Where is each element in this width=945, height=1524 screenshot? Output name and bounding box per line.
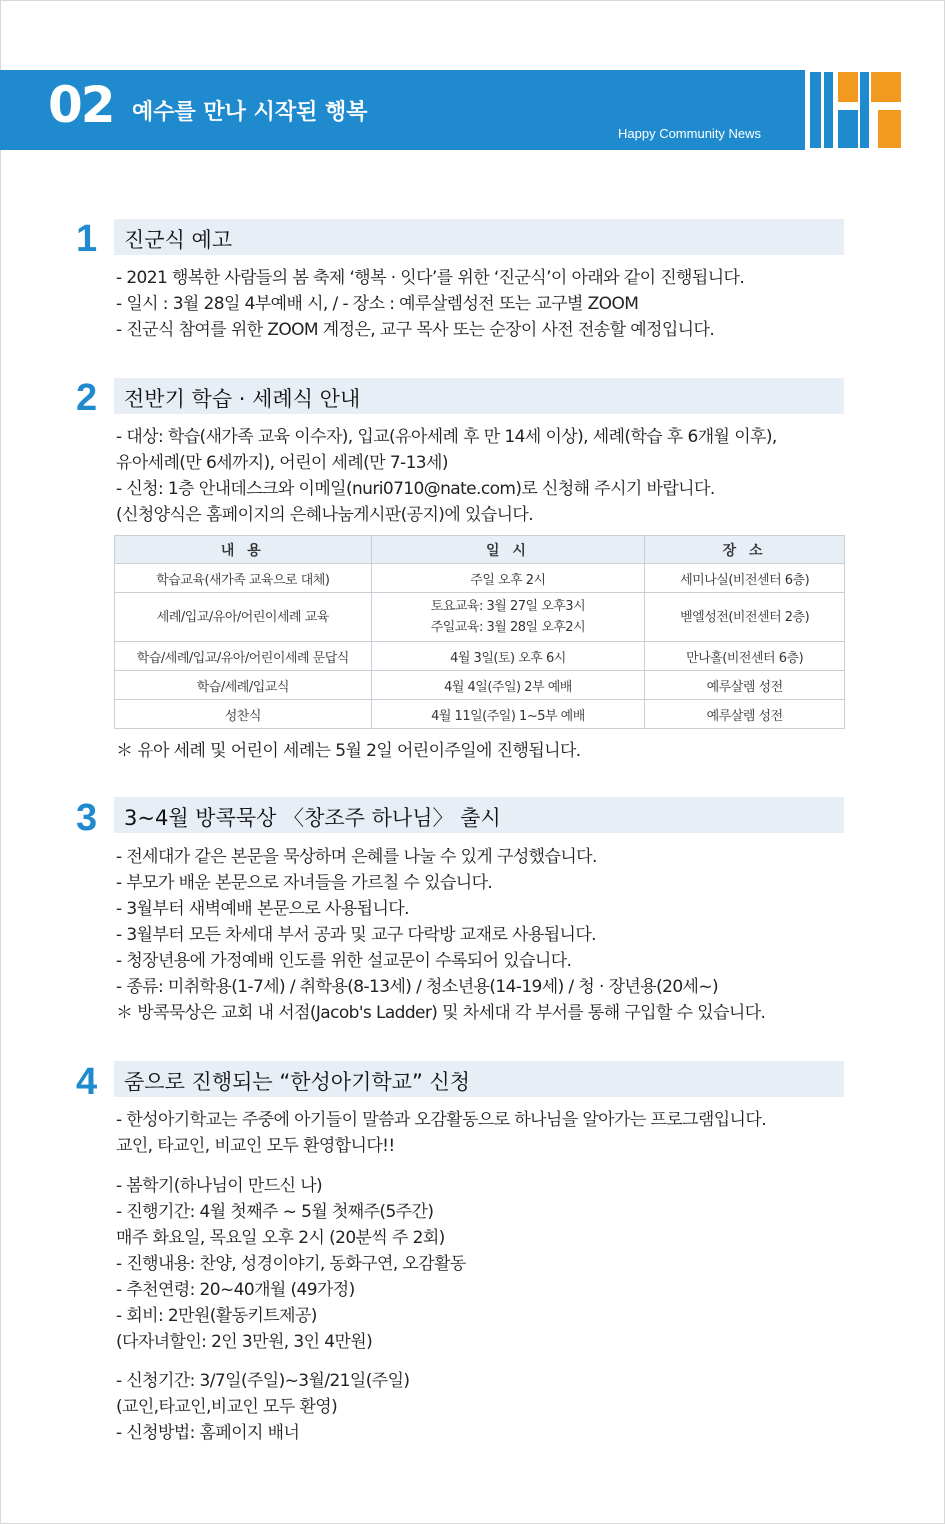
body-line: - 회비: 2만원(활동키트제공) bbox=[116, 1306, 317, 1326]
body-line: - 한성아기학교는 주중에 아기들이 말씀과 오감활동으로 하나님을 알아가는 프로그램입니다. bbox=[116, 1110, 767, 1130]
section-body-4-intro bbox=[116, 1107, 766, 1159]
body-line: - 봄학기(하나님이 만드신 나) bbox=[116, 1176, 323, 1196]
hc-logo-icon bbox=[808, 70, 904, 150]
body-line: - 부모가 배운 본문으로 자녀들을 가르칠 수 있습니다. bbox=[116, 873, 493, 893]
body-line: - 2021 행복한 사람들의 봄 축제 ‘행복 · 잇다’를 위한 ‘진군식’이 아래와 같이 진행됩니다. bbox=[116, 268, 745, 288]
body-line: - 신청기간: 3/7일(주일)~3월/21일(주일) bbox=[116, 1371, 410, 1391]
section-title-1: 진군식 예고 bbox=[124, 228, 233, 252]
section-number-3: 3 bbox=[76, 797, 98, 839]
section-number-2: 2 bbox=[76, 377, 98, 419]
cell-time bbox=[371, 593, 645, 642]
cell-time: 4월 4일(주일) 2부 예배 bbox=[371, 671, 645, 700]
section-title-4: 줌으로 진행되는 “한성아기학교” 신청 bbox=[124, 1070, 471, 1094]
body-line: - 진행기간: 4월 첫째주 ~ 5월 첫째주(5주간) bbox=[116, 1202, 434, 1222]
table-row bbox=[115, 642, 845, 671]
cell-place: 만나홀(비전센터 6층) bbox=[645, 642, 845, 671]
section-body-4-details bbox=[116, 1173, 466, 1355]
table-row bbox=[115, 700, 845, 729]
header-band bbox=[0, 70, 805, 150]
section-number-4: 4 bbox=[76, 1061, 98, 1103]
body-line: - 전세대가 같은 본문을 묵상하며 은혜를 나눌 수 있게 구성했습니다. bbox=[116, 847, 597, 867]
page-number: 02 bbox=[48, 76, 114, 134]
body-line: (신청양식은 홈페이지의 은혜나눔게시판(공지)에 있습니다. bbox=[116, 505, 534, 525]
section-body-1 bbox=[116, 265, 744, 343]
body-line: - 진군식 참여를 위한 ZOOM 계정은, 교구 목사 또는 순장이 사전 전송할 예정입니다. bbox=[116, 320, 715, 340]
body-line: 유아세례(만 6세까지), 어린이 세례(만 7-13세) bbox=[116, 453, 448, 473]
body-line: (교인,타교인,비교인 모두 환영) bbox=[116, 1397, 338, 1417]
body-line: - 3월부터 모든 차세대 부서 공과 및 교구 다락방 교재로 사용됩니다. bbox=[116, 925, 596, 945]
body-line: 교인, 타교인, 비교인 모두 환영합니다!! bbox=[116, 1136, 395, 1156]
cell-place: 세미나실(비전센터 6층) bbox=[645, 564, 845, 593]
table-row bbox=[115, 671, 845, 700]
page-title: 예수를 만나 시작된 행복 bbox=[132, 100, 368, 125]
cell-content: 세례/입교/유아/어린이세례 교육 bbox=[115, 593, 372, 642]
cell-time: 4월 3일(토) 오후 6시 bbox=[371, 642, 645, 671]
column-header-time: 일 시 bbox=[371, 536, 645, 564]
newsletter-name: Happy Community News bbox=[618, 126, 762, 141]
cell-place: 예루살렘 성전 bbox=[645, 671, 845, 700]
table-header-row bbox=[115, 536, 845, 564]
schedule-table bbox=[114, 535, 845, 729]
body-line: - 진행내용: 찬양, 성경이야기, 동화구연, 오감활동 bbox=[116, 1254, 466, 1274]
cell-time-line: 토요교육: 3월 27일 오후3시 bbox=[430, 599, 586, 614]
cell-place: 벧엘성전(비전센터 2층) bbox=[645, 593, 845, 642]
note-line: ＊ 유아 세례 및 어린이 세례는 5월 2일 어린이주일에 진행됩니다. bbox=[116, 741, 581, 761]
section-note-2 bbox=[116, 738, 581, 764]
body-line: ＊ 방콕묵상은 교회 내 서점(Jacob's Ladder) 및 차세대 각 부서를 통해 구입할 수 있습니다. bbox=[116, 1003, 766, 1023]
cell-content: 학습교육(새가족 교육으로 대체) bbox=[115, 564, 372, 593]
table-row bbox=[115, 593, 845, 642]
section-header-2 bbox=[114, 378, 844, 414]
cell-content: 성찬식 bbox=[115, 700, 372, 729]
section-body-3 bbox=[116, 844, 765, 1026]
body-line: (다자녀할인: 2인 3만원, 3인 4만원) bbox=[116, 1332, 373, 1352]
column-header-place: 장 소 bbox=[645, 536, 845, 564]
section-body-2 bbox=[116, 424, 777, 528]
cell-time: 4월 11일(주일) 1~5부 예배 bbox=[371, 700, 645, 729]
body-line: - 신청방법: 홈페이지 배너 bbox=[116, 1423, 300, 1443]
cell-time-line: 주일교육: 3월 28일 오후2시 bbox=[430, 620, 586, 635]
section-title-3: 3~4월 방콕묵상 〈창조주 하나님〉 출시 bbox=[124, 806, 501, 830]
body-line: 매주 화요일, 목요일 오후 2시 (20분씩 주 2회) bbox=[116, 1228, 445, 1248]
table-row bbox=[115, 564, 845, 593]
cell-content: 학습/세례/입교식 bbox=[115, 671, 372, 700]
body-line: - 신청: 1층 안내데스크와 이메일(nuri0710@nate.com)로 신청해 주시기 바랍니다. bbox=[116, 479, 715, 499]
body-line: - 청장년용에 가정예배 인도를 위한 설교문이 수록되어 있습니다. bbox=[116, 951, 572, 971]
cell-place: 예루살렘 성전 bbox=[645, 700, 845, 729]
section-body-4-apply bbox=[116, 1368, 409, 1446]
body-line: - 추천연령: 20~40개월 (49가정) bbox=[116, 1280, 355, 1300]
column-header-content: 내 용 bbox=[115, 536, 372, 564]
body-line: - 종류: 미취학용(1-7세) / 취학용(8-13세) / 청소년용(14-19세) / 청 · 장년용(20세~) bbox=[116, 977, 719, 997]
body-line: - 3월부터 새벽예배 본문으로 사용됩니다. bbox=[116, 899, 409, 919]
cell-content: 학습/세례/입교/유아/어린이세례 문답식 bbox=[115, 642, 372, 671]
section-title-2: 전반기 학습 · 세례식 안내 bbox=[124, 387, 361, 411]
section-number-1: 1 bbox=[76, 218, 98, 260]
cell-time: 주일 오후 2시 bbox=[371, 564, 645, 593]
section-header-1 bbox=[114, 219, 844, 255]
body-line: - 대상: 학습(새가족 교육 이수자), 입교(유아세례 후 만 14세 이상), 세례(학습 후 6개월 이후), bbox=[116, 427, 777, 447]
section-header-4 bbox=[114, 1061, 844, 1097]
body-line: - 일시 : 3월 28일 4부예배 시, / - 장소 : 예루살렘성전 또는 교구별 ZOOM bbox=[116, 294, 639, 314]
section-header-3 bbox=[114, 797, 844, 833]
